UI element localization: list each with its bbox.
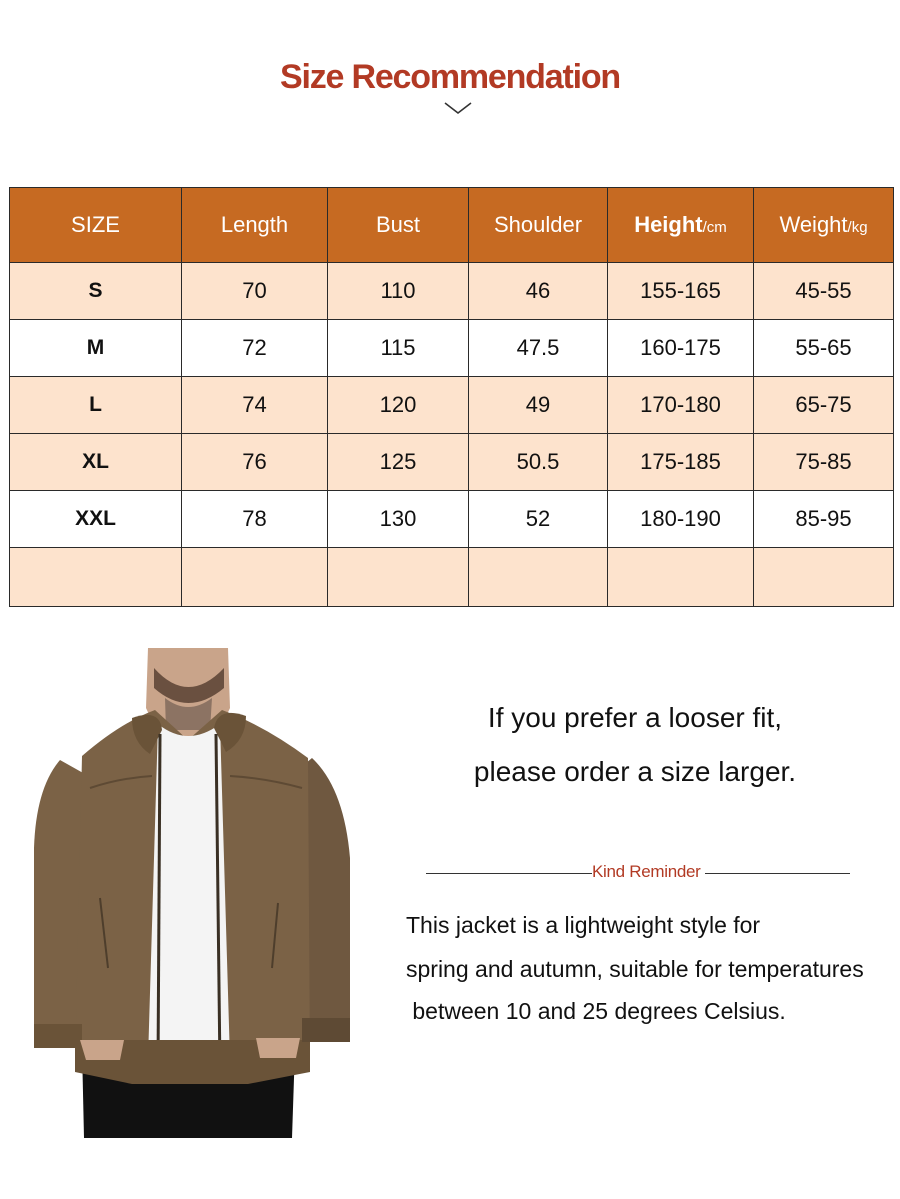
cell-size: M xyxy=(10,320,182,377)
header-unit: /kg xyxy=(847,219,868,236)
cell-shoulder: 46 xyxy=(469,263,608,320)
reminder-text-line: spring and autumn, suitable for temperatures xyxy=(406,956,864,982)
table-row xyxy=(10,491,894,548)
cell-length: 78 xyxy=(182,491,328,548)
table-row xyxy=(10,377,894,434)
right-hand-shape xyxy=(256,1038,300,1058)
empty-cell xyxy=(10,548,182,607)
zipper-line xyxy=(158,734,160,1068)
cell-size: XXL xyxy=(10,491,182,548)
cell-length: 72 xyxy=(182,320,328,377)
cell-length: 70 xyxy=(182,263,328,320)
header-weight xyxy=(754,188,894,263)
cell-shoulder: 52 xyxy=(469,491,608,548)
cell-bust: 120 xyxy=(328,377,469,434)
cell-weight: 85-95 xyxy=(754,491,894,548)
header-label: Length xyxy=(220,212,289,237)
page-title: Size Recommendation xyxy=(280,58,620,96)
header-bust xyxy=(328,188,469,263)
empty-cell xyxy=(182,548,328,607)
cell-shoulder: 49 xyxy=(469,377,608,434)
header-length xyxy=(182,188,328,263)
header-height xyxy=(608,188,754,263)
fit-advice-line: If you prefer a looser fit, xyxy=(487,702,783,733)
cell-height: 175-185 xyxy=(608,434,754,491)
cell-weight: 75-85 xyxy=(754,434,894,491)
kind-reminder-label: Kind Reminder xyxy=(592,862,701,881)
table-row xyxy=(10,263,894,320)
size-chart-table xyxy=(9,187,894,607)
kind-reminder-divider xyxy=(426,860,850,884)
empty-cell xyxy=(328,548,469,607)
reminder-text-line: between 10 and 25 degrees Celsius. xyxy=(406,998,786,1024)
cell-height: 160-175 xyxy=(608,320,754,377)
left-cuff-shape xyxy=(34,1024,82,1048)
chevron-down-icon xyxy=(443,100,473,116)
header-shoulder xyxy=(469,188,608,263)
cell-shoulder: 50.5 xyxy=(469,434,608,491)
cell-height: 155-165 xyxy=(608,263,754,320)
header-label: Bust xyxy=(375,212,421,237)
header-label: Weight xyxy=(779,212,848,237)
header-size xyxy=(10,188,182,263)
empty-cell xyxy=(469,548,608,607)
cell-length: 74 xyxy=(182,377,328,434)
cell-bust: 115 xyxy=(328,320,469,377)
cell-bust: 130 xyxy=(328,491,469,548)
table-row xyxy=(10,434,894,491)
header-label: Shoulder xyxy=(493,212,583,237)
cell-size: L xyxy=(10,377,182,434)
model-wearing-jacket-image xyxy=(20,648,370,1138)
cell-bust: 110 xyxy=(328,263,469,320)
cell-size: S xyxy=(10,263,182,320)
cell-height: 170-180 xyxy=(608,377,754,434)
cell-height: 180-190 xyxy=(608,491,754,548)
right-cuff-shape xyxy=(302,1018,350,1042)
cell-shoulder: 47.5 xyxy=(469,320,608,377)
empty-cell xyxy=(608,548,754,607)
reminder-text-line: This jacket is a lightweight style for xyxy=(406,912,761,938)
fit-advice-line: please order a size larger. xyxy=(473,756,797,787)
header-label: Height xyxy=(634,212,703,237)
left-hand-shape xyxy=(80,1040,124,1060)
divider-line-right xyxy=(705,873,850,874)
header-unit: /cm xyxy=(702,219,727,236)
cell-weight: 65-75 xyxy=(754,377,894,434)
cell-size: XL xyxy=(10,434,182,491)
cell-bust: 125 xyxy=(328,434,469,491)
header-label: SIZE xyxy=(71,212,120,237)
table-row xyxy=(10,320,894,377)
cell-weight: 45-55 xyxy=(754,263,894,320)
divider-line-left xyxy=(426,873,592,874)
cell-weight: 55-65 xyxy=(754,320,894,377)
table-header-row xyxy=(10,188,894,263)
empty-cell xyxy=(754,548,894,607)
table-row-empty xyxy=(10,548,894,607)
cell-length: 76 xyxy=(182,434,328,491)
